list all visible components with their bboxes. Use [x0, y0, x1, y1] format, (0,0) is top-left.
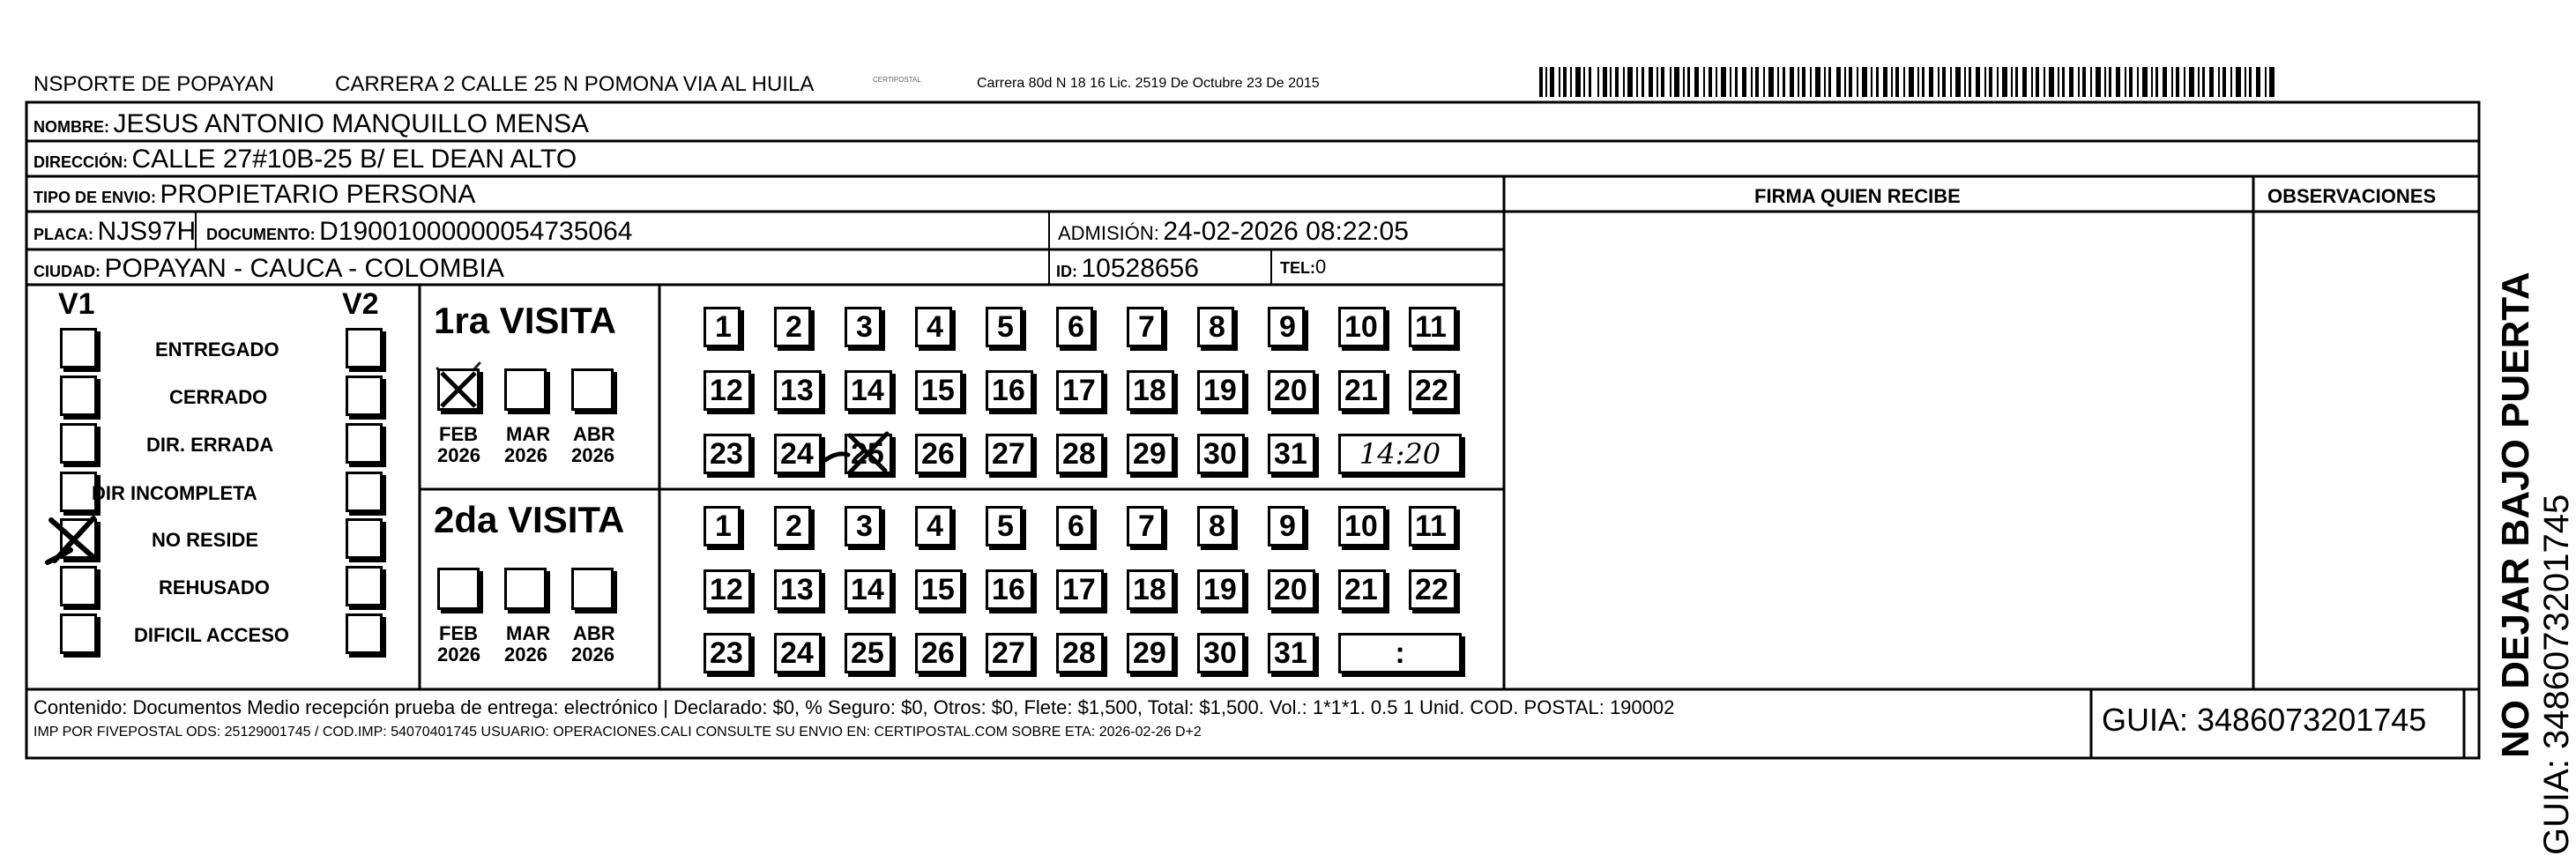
visit2-year-label: 2026: [437, 643, 480, 665]
documento-label: DOCUMENTO:: [206, 226, 316, 243]
visit2-year-label: 2026: [504, 643, 547, 665]
direccion-label: DIRECCIÓN:: [34, 153, 128, 171]
visit1-day-box[interactable]: [1056, 434, 1104, 474]
ciudad-value: POPAYAN - CAUCA - COLOMBIA: [104, 254, 504, 283]
visit1-day-label: 12: [710, 374, 743, 407]
visit2-day-label: 12: [710, 573, 743, 606]
visit2-day-label: 29: [1133, 636, 1166, 670]
documento-value: D19001000000054735064: [319, 217, 633, 246]
visit2-day-label: 7: [1138, 509, 1155, 543]
admision-label: ADMISIÓN:: [1058, 222, 1159, 244]
handwritten-day-mark: [823, 425, 897, 481]
direccion-row: [34, 145, 577, 175]
visit1-day-label: 4: [927, 310, 943, 344]
visit2-day-box[interactable]: [704, 506, 741, 546]
observaciones-header: OBSERVACIONES: [2267, 185, 2437, 207]
visit2-day-label: 24: [780, 636, 814, 670]
visit1-day-label: 29: [1133, 437, 1166, 471]
tel-value: 0: [1315, 256, 1327, 278]
visit2-day-label: 25: [851, 636, 884, 670]
visit1-day-label: 3: [856, 310, 873, 344]
barcode: [1539, 67, 2280, 97]
footer-line1: Contenido: Documentos Medio recepción prueba de entrega: electrónico | Declarado: $0, % Seguro: $0, Otros: $0, Flete: $1,500, Total: $1,500. Vol.: 1*1*1. 0.5 1 Unid. COD. POSTAL: 190002: [34, 696, 1675, 718]
firma-header: FIRMA QUIEN RECIBE: [1754, 185, 1961, 207]
visit1-day-box[interactable]: [1056, 370, 1104, 411]
v2-checkbox[interactable]: [346, 518, 383, 559]
visit1-day-box[interactable]: [774, 370, 822, 411]
handwritten-check-mark: [44, 511, 106, 568]
certipostal-logo: CERTIPOSTAL: [873, 76, 921, 84]
visit1-day-box[interactable]: [1127, 434, 1174, 474]
visit1-day-label: 5: [997, 310, 1014, 344]
v2-checkbox[interactable]: [346, 375, 383, 416]
visit2-day-label: 31: [1274, 636, 1307, 670]
visit1-time-handwritten: 14:20: [1359, 437, 1441, 471]
visit2-day-label: 28: [1062, 636, 1096, 670]
visit2-day-box[interactable]: [1056, 506, 1093, 546]
visit1-day-label: 25: [851, 437, 884, 471]
tipo-label: TIPO DE ENVIO:: [34, 189, 157, 206]
visit1-day-box[interactable]: [1268, 307, 1305, 347]
visit2-day-box[interactable]: [1197, 569, 1245, 610]
visit1-day-label: 1: [715, 310, 732, 344]
visit2-day-label: 3: [856, 509, 873, 543]
visit1-day-box[interactable]: [1127, 307, 1164, 347]
v1-header: V1: [58, 287, 95, 321]
visit1-day-label: 6: [1068, 310, 1084, 344]
visit2-day-box[interactable]: [1197, 506, 1234, 546]
visit1-year-label: 2026: [504, 444, 547, 466]
visit2-day-label: 21: [1344, 573, 1378, 606]
license-text: Carrera 80d N 18 16 Lic. 2519 De Octubre 23 De 2015: [977, 76, 1320, 91]
visit1-day-label: 10: [1344, 310, 1378, 344]
visit2-day-box[interactable]: [1127, 506, 1164, 546]
visit2-day-box[interactable]: [915, 633, 963, 673]
visit1-day-box[interactable]: [1197, 307, 1234, 347]
id-row: [1056, 254, 1199, 284]
id-value: 10528656: [1081, 254, 1199, 283]
v1-checkbox[interactable]: [60, 423, 97, 464]
v2-header: V2: [342, 287, 379, 321]
visit2-day-label: 11: [1415, 509, 1447, 543]
no-dejar-bajo-puerta: NO DEJAR BAJO PUERTA: [2494, 271, 2537, 758]
placa-label: PLACA:: [34, 226, 93, 243]
visit2-day-box[interactable]: [1268, 633, 1315, 673]
tel-row: [1280, 256, 1326, 279]
visit1-day-label: 30: [1203, 437, 1237, 471]
visit1-day-label: 9: [1279, 310, 1296, 344]
visit1-day-box[interactable]: [1127, 370, 1174, 411]
visit2-day-box[interactable]: [986, 633, 1033, 673]
visit1-day-box[interactable]: [1338, 307, 1386, 347]
status-label: NO RESIDE: [152, 529, 259, 551]
visit2-day-label: 22: [1415, 573, 1448, 606]
visit1-day-box[interactable]: [1056, 307, 1093, 347]
visit2-day-label: 18: [1133, 573, 1166, 606]
visit1-month-checkbox[interactable]: [571, 368, 614, 411]
footer-line2: IMP POR FIVEPOSTAL ODS: 25129001745 / COD.IMP: 54070401745 USUARIO: OPERACIONES.CALI CONSULTE SU ENVIO EN: CERTIPOSTAL.COM SOBRE ETA: 2026-02-26 D+2: [34, 725, 1202, 740]
id-label: ID:: [1056, 263, 1077, 280]
visit2-day-label: 10: [1344, 509, 1378, 543]
visit1-day-label: 31: [1274, 437, 1307, 471]
visit2-day-label: 9: [1279, 509, 1296, 543]
visit2-day-box[interactable]: [1056, 569, 1104, 610]
visit2-month-label: FEB: [439, 622, 478, 644]
visit1-time-box[interactable]: [1338, 434, 1462, 474]
visit2-day-box[interactable]: [1268, 506, 1305, 546]
visit2-day-label: 1: [715, 509, 732, 543]
visit2-time-box[interactable]: [1338, 633, 1462, 673]
nombre-label: NOMBRE:: [34, 118, 109, 136]
v2-checkbox[interactable]: [346, 423, 383, 464]
visit2-day-box[interactable]: [1056, 633, 1104, 673]
visit2-day-box[interactable]: [704, 569, 751, 610]
visit2-day-label: 8: [1209, 509, 1225, 543]
visit1-day-box[interactable]: [774, 307, 811, 347]
visit2-month-checkbox[interactable]: [571, 568, 614, 610]
visit1-day-box[interactable]: [986, 370, 1033, 411]
visit2-day-box[interactable]: [1127, 633, 1174, 673]
visit2-day-label: 20: [1274, 573, 1307, 606]
visit1-day-box[interactable]: [704, 370, 751, 411]
visit2-day-box[interactable]: [845, 569, 892, 610]
visit1-day-label: 18: [1133, 374, 1166, 407]
placa-value: NJS97H: [97, 217, 197, 246]
status-label: CERRADO: [169, 386, 268, 408]
visit2-day-label: 6: [1068, 509, 1084, 543]
visit1-day-box[interactable]: [915, 434, 963, 474]
documento-row: [206, 217, 632, 247]
visit2-day-label: 27: [992, 636, 1025, 670]
v2-checkbox[interactable]: [346, 566, 383, 606]
visit1-day-label: 22: [1415, 374, 1448, 407]
visit1-day-label: 7: [1138, 310, 1155, 344]
nombre-row: [34, 109, 589, 139]
visit2-month-checkbox[interactable]: [437, 568, 480, 610]
v1-checkbox[interactable]: [60, 328, 97, 368]
tipo-value: PROPIETARIO PERSONA: [160, 180, 476, 209]
visit1-day-label: 8: [1209, 310, 1225, 344]
v2-checkbox[interactable]: [346, 472, 383, 512]
visit1-title: 1ra VISITA: [434, 300, 616, 341]
visit1-day-label: 14: [851, 374, 884, 407]
visit1-day-box[interactable]: [1268, 370, 1315, 411]
nombre-value: JESUS ANTONIO MANQUILLO MENSA: [113, 109, 590, 138]
visit2-day-label: 13: [780, 573, 814, 606]
visit2-day-box[interactable]: [1409, 506, 1456, 546]
visit1-month-label: ABR: [573, 423, 615, 445]
visit2-day-box[interactable]: [774, 569, 822, 610]
visit2-day-label: 26: [921, 636, 955, 670]
visit2-month-checkbox[interactable]: [504, 568, 547, 610]
visit1-day-label: 17: [1062, 374, 1096, 407]
visit2-day-label: 14: [851, 573, 884, 606]
visit1-day-label: 21: [1344, 374, 1378, 407]
direccion-value: CALLE 27#10B-25 B/ EL DEAN ALTO: [131, 145, 577, 174]
visit1-day-box[interactable]: [1197, 370, 1245, 411]
ciudad-label: CIUDAD:: [34, 263, 101, 280]
placa-row: [34, 217, 196, 247]
visit2-day-box[interactable]: [845, 633, 892, 673]
visit2-month-label: MAR: [506, 622, 551, 644]
visit1-day-label: 15: [921, 374, 955, 407]
visit2-month-label: ABR: [573, 622, 615, 644]
visit1-year-label: 2026: [571, 444, 614, 466]
visit1-day-box[interactable]: [1409, 307, 1456, 347]
visit2-day-label: 5: [997, 509, 1014, 543]
visit2-day-box[interactable]: [774, 633, 822, 673]
status-label: DIFICIL ACCESO: [134, 624, 290, 646]
admision-row: [1058, 217, 1409, 247]
visit1-day-label: 20: [1274, 374, 1307, 407]
visit1-day-label: 13: [780, 374, 814, 407]
visit1-month-checkbox[interactable]: [504, 368, 547, 411]
visit1-day-label: 11: [1415, 310, 1447, 344]
v1-checkbox[interactable]: [60, 566, 97, 606]
v2-checkbox[interactable]: [346, 328, 383, 368]
visit1-day-box[interactable]: [915, 307, 952, 347]
visit2-day-label: 2: [785, 509, 802, 543]
visit2-day-box[interactable]: [704, 633, 751, 673]
visit1-day-box[interactable]: [704, 307, 741, 347]
ciudad-row: [34, 254, 504, 284]
status-label: DIR INCOMPLETA: [92, 482, 257, 504]
status-label: ENTREGADO: [155, 338, 279, 361]
visit1-day-label: 24: [780, 437, 814, 471]
visit2-day-box[interactable]: [845, 506, 882, 546]
visit1-day-box[interactable]: [1197, 434, 1245, 474]
visit2-title: 2da VISITA: [434, 499, 625, 540]
visit2-year-label: 2026: [571, 643, 614, 665]
visit2-day-box[interactable]: [986, 506, 1023, 546]
visit1-day-box[interactable]: [986, 434, 1033, 474]
visit1-day-box[interactable]: [986, 307, 1023, 347]
visit1-month-checkbox[interactable]: [437, 368, 480, 411]
visit1-year-label: 2026: [437, 444, 480, 466]
visit1-day-label: 16: [992, 374, 1025, 407]
visit2-day-box[interactable]: [1197, 633, 1245, 673]
tipo-row: [34, 180, 475, 210]
visit1-day-box[interactable]: [845, 307, 882, 347]
visit1-day-label: 23: [710, 437, 743, 471]
visit1-day-box[interactable]: [915, 370, 963, 411]
visit2-day-label: 23: [710, 636, 743, 670]
visit1-day-label: 28: [1062, 437, 1096, 471]
visit2-day-box[interactable]: [915, 569, 963, 610]
side-guia-clip: [2537, 494, 2576, 855]
visit2-time-placeholder: :: [1395, 636, 1405, 670]
visit1-month-label: MAR: [506, 423, 551, 445]
admision-value: 24-02-2026 08:22:05: [1163, 217, 1409, 246]
visit2-day-label: 19: [1203, 573, 1237, 606]
side-guia: GUIA: 3486073201745: [2537, 494, 2576, 855]
status-label: DIR. ERRADA: [146, 434, 274, 456]
company-name: NSPORTE DE POPAYAN: [34, 72, 274, 96]
v1-checkbox[interactable]: [60, 375, 97, 416]
visit2-day-box[interactable]: [1409, 569, 1456, 610]
visit1-day-box[interactable]: [1338, 370, 1386, 411]
tel-label: TEL:: [1280, 259, 1315, 277]
visit1-month-label: FEB: [439, 423, 478, 445]
visit2-day-box[interactable]: [774, 506, 811, 546]
visit1-day-label: 19: [1203, 374, 1237, 407]
visit1-day-label: 2: [785, 310, 802, 344]
visit2-day-box[interactable]: [1268, 569, 1315, 610]
visit2-day-box[interactable]: [986, 569, 1033, 610]
visit2-day-box[interactable]: [1127, 569, 1174, 610]
company-address: CARRERA 2 CALLE 25 N POMONA VIA AL HUILA: [335, 72, 815, 96]
visit1-day-label: 26: [921, 437, 955, 471]
visit1-day-box[interactable]: [1409, 370, 1456, 411]
visit2-day-label: 30: [1203, 636, 1237, 670]
visit1-day-box[interactable]: [704, 434, 751, 474]
status-label: REHUSADO: [159, 576, 270, 598]
footer-guia: GUIA: 3486073201745: [2102, 702, 2427, 738]
visit2-day-label: 17: [1062, 573, 1096, 606]
visit1-day-label: 27: [992, 437, 1025, 471]
visit2-day-label: 16: [992, 573, 1025, 606]
v2-checkbox[interactable]: [346, 613, 383, 654]
visit1-day-box[interactable]: [1268, 434, 1315, 474]
visit2-day-box[interactable]: [1338, 569, 1386, 610]
visit1-day-box[interactable]: [845, 370, 892, 411]
v1-checkbox[interactable]: [60, 613, 97, 654]
visit2-day-box[interactable]: [915, 506, 952, 546]
visit1-day-box[interactable]: [774, 434, 822, 474]
visit2-day-box[interactable]: [1338, 506, 1386, 546]
x-mark-icon: [440, 371, 477, 408]
visit2-day-label: 15: [921, 573, 955, 606]
visit2-day-label: 4: [927, 509, 943, 543]
